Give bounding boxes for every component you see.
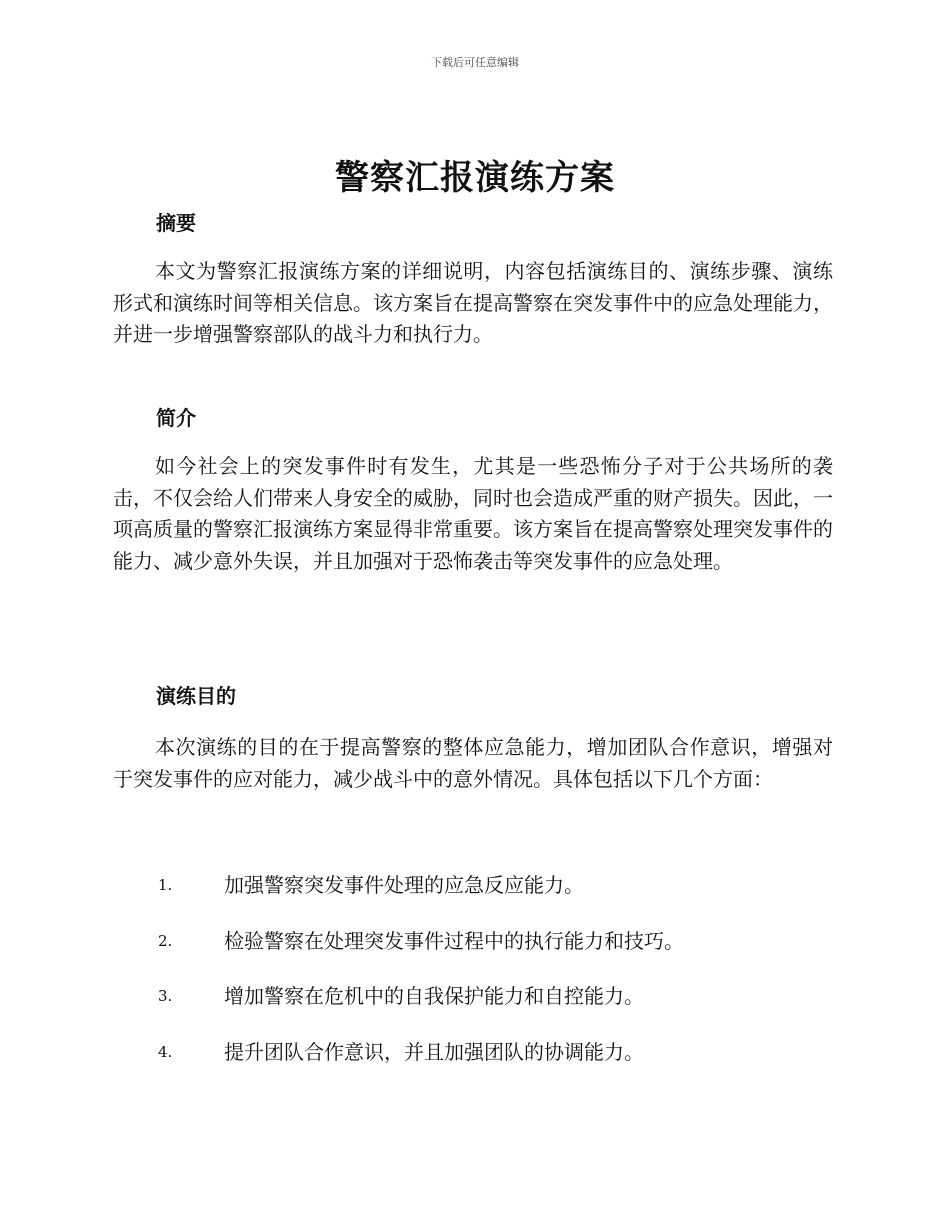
list-item-text: 提升团队合作意识，并且加强团队的协调能力。	[224, 1039, 644, 1064]
list-item-number: 4.	[158, 1042, 173, 1061]
header-note: 下载后可任意编辑	[431, 56, 519, 69]
document-title: 警察汇报演练方案	[335, 158, 615, 198]
list-item-text: 检验警察在处理突发事件过程中的执行能力和技巧。	[224, 928, 684, 953]
list-item-number: 2.	[158, 931, 173, 950]
section-heading-abstract: 摘要	[156, 211, 196, 235]
list-item-number: 3.	[158, 987, 173, 1005]
list-item-text: 加强警察突发事件处理的应急反应能力。	[224, 873, 584, 897]
paragraph-abstract: 本文为警察汇报演练方案的详细说明，内容包括演练目的、演练步骤、演练形式和演练时间等相关信息。该方案旨在提高警察在突发事件中的应急处理能力，并进一步增强警察部队的战斗力和执行力。	[113, 259, 833, 346]
list-item-text: 增加警察在危机中的自我保护能力和自控能力。	[224, 984, 644, 1008]
list-item	[158, 981, 684, 1037]
paragraph-intro: 如今社会上的突发事件时有发生，尤其是一些恐怖分子对于公共场所的袭击，不仅会给人们带来人身安全的威胁，同时也会造成严重的财产损失。因此，一项高质量的警察汇报演练方案显得非常重要。该方案旨在提高警察处理突发事件的能力、减少意外失误，并且加强对于恐怖袭击等突发事件的应急处理。	[113, 454, 833, 573]
list-item	[158, 870, 684, 926]
list-item-number: 1.	[158, 876, 173, 894]
section-heading-intro: 简介	[156, 406, 196, 430]
paragraph-purpose: 本次演练的目的在于提高警察的整体应急能力，增加团队合作意识，增强对于突发事件的应对能力，减少战斗中的意外情况。具体包括以下几个方面：	[113, 735, 833, 791]
list-item	[158, 1037, 684, 1093]
purpose-list	[158, 870, 684, 1092]
list-item	[158, 926, 684, 982]
section-heading-purpose: 演练目的	[156, 684, 236, 708]
